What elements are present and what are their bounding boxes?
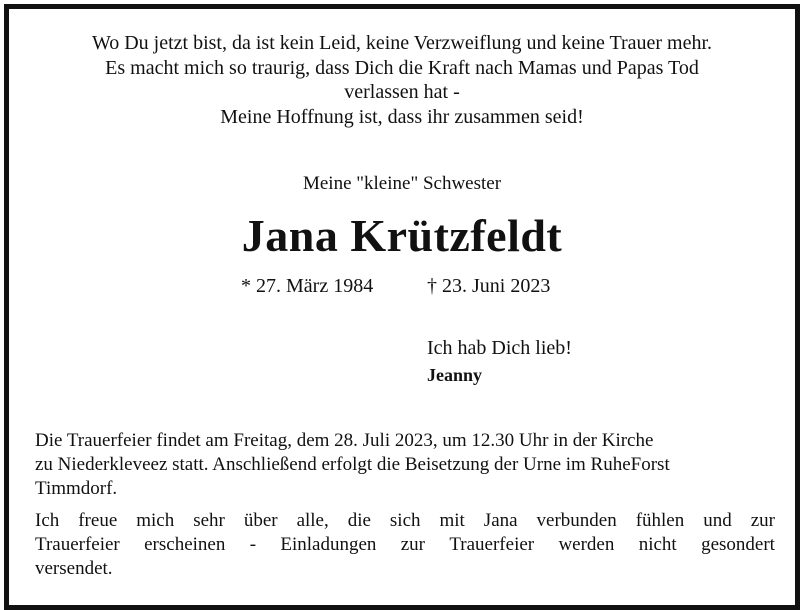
quote-line: verlassen hat - <box>344 81 460 103</box>
paragraph-word: über <box>243 510 278 531</box>
paragraph-line: versendet. <box>35 558 113 579</box>
paragraph-word: und <box>703 510 732 531</box>
birth-date: * 27. März 1984 <box>241 275 374 297</box>
signer-name: Jeanny <box>427 365 483 385</box>
paragraph-word: Einladungen <box>280 534 377 555</box>
paragraph-word: Jana <box>483 510 518 531</box>
paragraph-word: werden <box>558 534 615 555</box>
funeral-info-paragraph <box>35 429 775 501</box>
paragraph-word: verbunden <box>536 510 617 531</box>
quote-line: Es macht mich so traurig, dass Dich die Kraft nach Mamas und Papas Tod <box>105 56 699 79</box>
paragraph-word: zur <box>750 510 775 531</box>
paragraph-word: Trauerfeier <box>35 534 120 555</box>
paragraph-line: zu Niederkleveez statt. Anschließend erfolgt die Beisetzung der Urne im RuheForst <box>35 454 670 475</box>
paragraph-word: gesondert <box>701 534 775 555</box>
paragraph-word: Trauerfeier <box>449 534 535 555</box>
memorial-quote <box>9 31 795 129</box>
paragraph-word: alle, <box>296 510 329 531</box>
paragraph-line: Timmdorf. <box>35 478 118 499</box>
paragraph-word: freue <box>78 510 118 531</box>
quote-line: Wo Du jetzt bist, da ist kein Leid, keine Verzweiflung und keine Trauer mehr. <box>91 32 713 54</box>
paragraph-word: zur <box>400 534 425 555</box>
quote-line: Meine Hoffnung ist, dass ihr zusammen seid! <box>220 105 584 128</box>
paragraph-word: nicht <box>638 534 677 555</box>
farewell-message: Ich hab Dich lieb! <box>427 337 572 359</box>
paragraph-line <box>35 533 775 557</box>
paragraph-word: die <box>347 510 371 531</box>
paragraph-word: fühlen <box>635 510 685 531</box>
death-date: † 23. Juni 2023 <box>427 275 551 297</box>
invitation-paragraph <box>35 509 775 581</box>
paragraph-word: sich <box>389 510 421 531</box>
paragraph-word: mit <box>439 510 465 531</box>
paragraph-line: Die Trauerfeier findet am Freitag, dem 28. Juli 2023, um 12.30 Uhr in der Kirche <box>35 430 654 451</box>
paragraph-word: mich <box>136 510 175 531</box>
relation-subtitle: Meine "kleine" Schwester <box>302 173 502 194</box>
obituary-notice <box>4 4 800 610</box>
paragraph-line <box>35 509 775 533</box>
paragraph-word: erscheinen <box>144 534 226 555</box>
paragraph-word: sehr <box>193 510 225 531</box>
paragraph-word: - <box>249 534 257 555</box>
paragraph-word: Ich <box>35 510 60 531</box>
deceased-name: Jana Krützfeldt <box>241 210 563 261</box>
